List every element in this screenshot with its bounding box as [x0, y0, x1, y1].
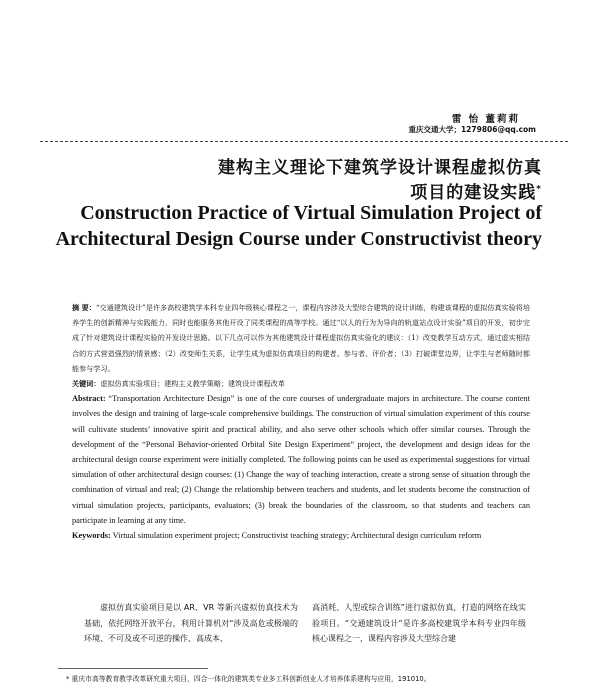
title-footnote-mark: * — [536, 184, 542, 195]
header-divider — [40, 141, 568, 142]
english-keywords-text: Virtual simulation experiment project; Constructivist teaching strategy; Architectural design curriculum reform — [112, 531, 482, 541]
chinese-keywords-label: 关键词： — [72, 379, 101, 389]
body-column-left: 虚拟仿真实验项目是以 AR、VR 等新兴虚拟仿真技术为基础，依托网络开放平台，利用计算机对“涉及高危或极端的环境、不可及或不可逆的操作、高成本、 — [84, 603, 298, 643]
footnote: * 重庆市高等教育教学改革研究重大项目，四合一体化的建筑类专业多工科创新创业人才培养体系建构与应用，191010。 — [66, 675, 431, 683]
chinese-title-line-2 — [410, 178, 542, 203]
chinese-keywords-text: 虚拟仿真实验项目；建构主义教学策略；建筑设计课程改革 — [100, 379, 285, 389]
english-keywords — [72, 528, 530, 543]
footnote-divider — [58, 668, 208, 669]
chinese-title-line-2-text: 项目的建设实践 — [410, 183, 537, 203]
chinese-abstract-text: “交通建筑设计”是许多高校建筑学本科专业四年级核心课程之一，课程内容涉及大型综合建筑的设计训练，构建该课程的虚拟仿真实验将培养学生的创新精神与实践能力，同时也能服务其他开设了同类课程的高等学校。通过“以人的行为为导向的轨道站点设计实验”项目的开发，初步完成了针对建筑设计课程实验的开发设计思路。以下几点可以作为其他建筑设计课程虚拟仿真实验化的建议：（1）改变教学互动方式，通过虚实相结合的方式营造强烈的情景感；（2）改变师生关系，让学生成为虚拟仿真项目的构建者、参与者、评价者；（3）打破课堂边界，让学生与老师随时都能参与学习。 — [72, 303, 530, 373]
english-title-line-2: Architectural Design Course under Constructivist theory — [55, 228, 542, 250]
english-abstract — [72, 391, 530, 528]
english-title-line-1: Construction Practice of Virtual Simulation Project of — [80, 202, 542, 224]
english-keywords-label: Keywords: — [72, 531, 111, 541]
chinese-title-line-1: 建构主义理论下建筑学设计课程虚拟仿真 — [218, 158, 542, 178]
abstract-section — [72, 300, 530, 543]
chinese-keywords — [72, 376, 530, 391]
english-abstract-text: “Transportation Architecture Design” is one of the core courses of undergraduate majors in architecture. The course content involves the design and training of large-scale comprehensive buildings. The construction of virtual simulation experiment of this course will cultivate students’ innovative spirit and practical ability, and also serve other schools which offer similar courses. Through the development of the “Personal Behavior-oriented Orbital Site Design Experiment” project, the development and design ideas for the architectural design course experiment were initially completed. The following points can be used as experimental suggestions for virtual simulation of other architectural design courses: (1) Change the way of teaching interaction, create a strong sense of situation through the combination of virtual and real; (2) Change the relationship between teachers and students, and let students become the construction of virtual simulation projects, participants, evaluators; (3) break the boundaries of the classroom, so that students and teachers can participate in learning at any time. — [72, 394, 530, 525]
author-names: 雷 怡 董莉莉 — [451, 114, 520, 125]
chinese-abstract — [72, 300, 530, 376]
body-column-right: 高消耗、人型或综合训练”进行虚拟仿真，打造的网络在线实验项目。“交通建筑设计”是许多高校建筑学本科专业四年级核心课程之一，课程内容涉及大型综合建 — [312, 603, 526, 643]
english-abstract-label: Abstract: — [72, 394, 106, 404]
chinese-abstract-label: 摘 要： — [72, 303, 96, 312]
author-affiliation: 重庆交通大学；1279806@qq.com — [408, 125, 536, 134]
